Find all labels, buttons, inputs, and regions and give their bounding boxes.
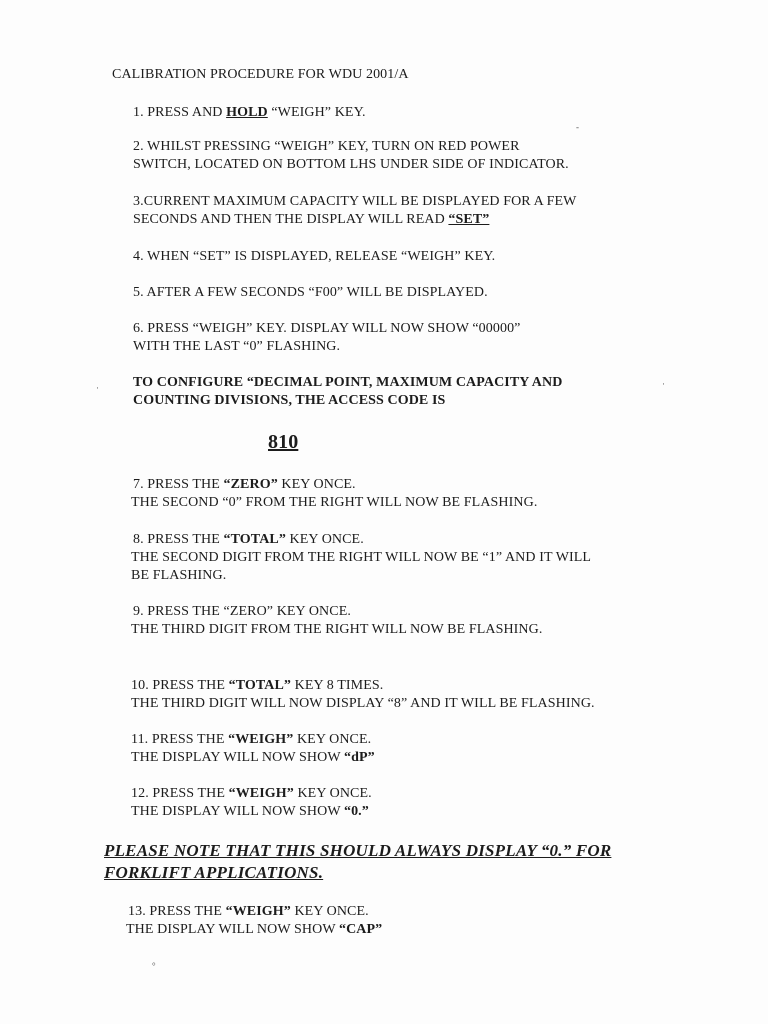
- step-1: [133, 104, 366, 122]
- step-8-line-3: BE FLASHING.: [131, 568, 227, 583]
- step-12-weigh-key: “WEIGH”: [228, 786, 294, 801]
- step-7-line-1: [133, 476, 356, 494]
- step-10-line-1: [131, 677, 383, 695]
- access-code: 810: [268, 431, 299, 453]
- configure-line-1: TO CONFIGURE “DECIMAL POINT, MAXIMUM CAPACITY AND: [133, 375, 563, 390]
- step-6-line-2: WITH THE LAST “0” FLASHING.: [133, 339, 341, 354]
- step-7-text-a: 7. PRESS THE: [133, 477, 224, 492]
- step-2-line-2: SWITCH, LOCATED ON BOTTOM LHS UNDER SIDE OF INDICATOR.: [133, 157, 569, 172]
- step-7-line-2: THE SECOND “0” FROM THE RIGHT WILL NOW BE FLASHING.: [131, 495, 538, 510]
- step-13-text-a: 13. PRESS THE: [128, 904, 226, 919]
- step-11-line-2: [131, 749, 375, 767]
- forklift-note-line-2: FORKLIFT APPLICATIONS.: [104, 863, 324, 882]
- step-13-line-1: [128, 903, 369, 921]
- step-13-text-c: KEY ONCE.: [290, 904, 369, 919]
- step-12-zero-display: “0.”: [343, 804, 369, 819]
- forklift-note-line-1: PLEASE NOTE THAT THIS SHOULD ALWAYS DISPLAY “0.” FOR: [104, 841, 612, 860]
- step-8-text-c: KEY ONCE.: [285, 532, 364, 547]
- step-11-line-2-text: THE DISPLAY WILL NOW SHOW: [131, 750, 344, 765]
- step-5: 5. AFTER A FEW SECONDS “F00” WILL BE DISPLAYED.: [133, 285, 488, 300]
- step-1-hold-emphasis: HOLD: [226, 105, 268, 120]
- step-10-total-key: “TOTAL”: [228, 678, 292, 693]
- step-9-line-2: THE THIRD DIGIT FROM THE RIGHT WILL NOW BE FLASHING.: [131, 622, 543, 637]
- step-11-dp-display: “dP”: [343, 750, 375, 765]
- step-11-text-c: KEY ONCE.: [293, 732, 372, 747]
- step-3-line-1: 3.CURRENT MAXIMUM CAPACITY WILL BE DISPLAYED FOR A FEW: [133, 194, 577, 209]
- step-11-text-a: 11. PRESS THE: [131, 732, 229, 747]
- step-3-set-emphasis: “SET”: [448, 212, 490, 227]
- document-title: CALIBRATION PROCEDURE FOR WDU 2001/A: [112, 67, 409, 82]
- step-10-line-2: THE THIRD DIGIT WILL NOW DISPLAY “8” AND IT WILL BE FLASHING.: [131, 696, 595, 711]
- step-3-line-2: [133, 211, 489, 229]
- step-8-line-2: THE SECOND DIGIT FROM THE RIGHT WILL NOW BE “1” AND IT WILL: [131, 550, 592, 565]
- step-1-text-c: “WEIGH” KEY.: [267, 105, 366, 120]
- step-13-cap-display: “CAP”: [338, 922, 383, 937]
- step-10-text-c: KEY 8 TIMES.: [291, 678, 384, 693]
- step-11-line-1: [131, 731, 371, 749]
- step-6-line-1: 6. PRESS “WEIGH” KEY. DISPLAY WILL NOW SHOW “00000”: [133, 321, 521, 336]
- step-3-line-2-text: SECONDS AND THEN THE DISPLAY WILL READ: [133, 212, 449, 227]
- step-12-line-2: [131, 803, 369, 821]
- step-2-line-1: 2. WHILST PRESSING “WEIGH” KEY, TURN ON RED POWER: [133, 139, 520, 154]
- step-13-line-2: [126, 921, 382, 939]
- step-7-text-c: KEY ONCE.: [277, 477, 356, 492]
- step-13-line-2-text: THE DISPLAY WILL NOW SHOW: [126, 922, 339, 937]
- scan-speck: ·: [96, 383, 99, 393]
- step-9-line-1: 9. PRESS THE “ZERO” KEY ONCE.: [133, 604, 351, 619]
- step-7-zero-key: “ZERO”: [223, 477, 278, 492]
- step-12-text-c: KEY ONCE.: [293, 786, 372, 801]
- step-12-text-a: 12. PRESS THE: [131, 786, 229, 801]
- step-12-line-1: [131, 785, 372, 803]
- scan-speck: -: [576, 122, 579, 132]
- scan-speck: °: [152, 961, 156, 971]
- step-8-text-a: 8. PRESS THE: [133, 532, 224, 547]
- step-10-text-a: 10. PRESS THE: [131, 678, 229, 693]
- step-1-text-a: 1. PRESS AND: [133, 105, 227, 120]
- step-11-weigh-key: “WEIGH”: [228, 732, 294, 747]
- step-4: 4. WHEN “SET” IS DISPLAYED, RELEASE “WEIGH” KEY.: [133, 249, 496, 264]
- configure-line-2: COUNTING DIVISIONS, THE ACCESS CODE IS: [133, 393, 446, 408]
- scan-speck: ·: [662, 379, 665, 389]
- step-8-line-1: [133, 531, 364, 549]
- step-8-total-key: “TOTAL”: [223, 532, 286, 547]
- step-12-line-2-text: THE DISPLAY WILL NOW SHOW: [131, 804, 344, 819]
- step-13-weigh-key: “WEIGH”: [225, 904, 291, 919]
